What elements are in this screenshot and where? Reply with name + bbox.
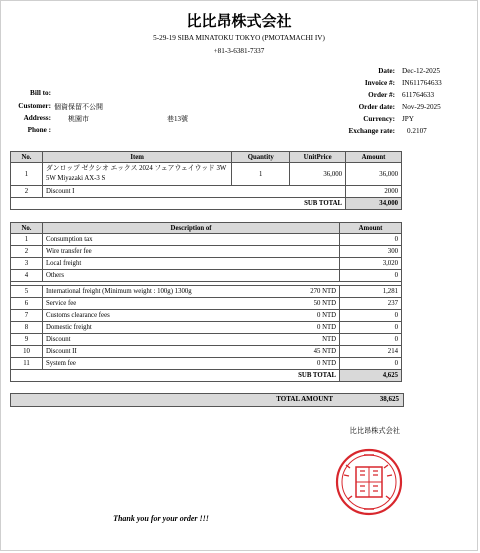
row-ntd <box>272 246 340 258</box>
table-row <box>11 246 402 258</box>
bill-to-label: Bill to: <box>30 89 51 97</box>
row-amount: 0 <box>340 334 402 346</box>
currency-value: JPY <box>402 115 414 123</box>
currency-label: Currency: <box>363 115 395 123</box>
row-ntd <box>272 234 340 246</box>
order-date-value: Nov-29-2025 <box>402 103 441 111</box>
row-no: 5 <box>11 286 43 298</box>
items-table <box>10 151 402 210</box>
row-no: 2 <box>11 246 43 258</box>
row-quantity: 1 <box>232 163 290 186</box>
row-ntd: 50 NTD <box>272 298 340 310</box>
row-no: 9 <box>11 334 43 346</box>
row-description: Discount <box>42 334 271 346</box>
col-header-amount: Amount <box>340 223 402 234</box>
company-name: 比比昂株式会社 <box>186 12 292 30</box>
address-city: 桃園市 <box>68 115 89 123</box>
items-subtotal-label: SUB TOTAL <box>11 198 346 210</box>
total-amount-label: TOTAL AMOUNT <box>276 395 333 403</box>
exchange-rate-value: 0.2107 <box>407 127 427 135</box>
fees-subtotal-label: SUB TOTAL <box>11 370 340 382</box>
customer-value: 個資保留不公開 <box>54 103 103 111</box>
company-phone: +81-3-6381-7337 <box>213 47 265 55</box>
items-subtotal-value: 34,000 <box>346 198 402 210</box>
invoice-number-value: IN611764633 <box>402 79 442 87</box>
row-no: 6 <box>11 298 43 310</box>
row-description: Customs clearance fees <box>42 310 271 322</box>
row-description: Wire transfer fee <box>42 246 271 258</box>
col-header-description: Description of <box>42 223 339 234</box>
row-description: System fee <box>42 358 271 370</box>
row-ntd: 0 NTD <box>272 322 340 334</box>
col-header-amount: Amount <box>346 152 402 163</box>
row-description: Service fee <box>42 298 271 310</box>
table-row <box>11 286 402 298</box>
row-amount: 237 <box>340 298 402 310</box>
order-number-label: Order #: <box>368 91 395 99</box>
col-header-quantity: Quantity <box>232 152 290 163</box>
table-row <box>11 298 402 310</box>
row-amount: 300 <box>340 246 402 258</box>
row-ntd: 270 NTD <box>272 286 340 298</box>
date-label: Date: <box>378 67 395 75</box>
row-description: International freight (Minimum weight : 100g) 1300g <box>42 286 271 298</box>
table-row <box>11 334 402 346</box>
row-amount: 0 <box>340 322 402 334</box>
row-no: 3 <box>11 258 43 270</box>
row-amount: 0 <box>340 234 402 246</box>
row-no: 7 <box>11 310 43 322</box>
row-ntd: 0 NTD <box>272 310 340 322</box>
table-row <box>11 258 402 270</box>
table-row <box>11 186 402 198</box>
row-no: 1 <box>11 234 43 246</box>
fees-subtotal-value: 4,625 <box>340 370 402 382</box>
date-value: Dec-12-2025 <box>402 67 440 75</box>
row-description: Domestic freight <box>42 322 271 334</box>
address-detail: 巷13號 <box>167 115 188 123</box>
row-amount: 0 <box>340 310 402 322</box>
col-header-item: Item <box>42 152 231 163</box>
signature-company-name: 比比昂株式会社 <box>349 427 400 435</box>
exchange-rate-label: Exchange rate: <box>348 127 395 135</box>
row-ntd: NTD <box>272 334 340 346</box>
table-row <box>11 310 402 322</box>
address-label: Address: <box>23 114 51 122</box>
row-item: ダンロップ ゼクシオ エックス 2024 フェアウェイウッド 3W 5W Miyazaki AX-3 S <box>42 163 231 186</box>
row-amount: 3,020 <box>340 258 402 270</box>
col-header-unitprice: UnitPrice <box>290 152 346 163</box>
company-address: 5-29-19 SIBA MINATOKU TOKYO (PMOTAMACHI IV) <box>153 34 325 42</box>
row-amount: 0 <box>340 270 402 282</box>
col-header-no: No. <box>11 152 43 163</box>
total-amount-bar <box>10 393 404 407</box>
table-row <box>11 163 402 186</box>
table-row <box>11 234 402 246</box>
row-no: 4 <box>11 270 43 282</box>
thank-you-note: Thank you for your order !!! <box>113 514 209 523</box>
customer-label: Customer: <box>18 102 51 110</box>
row-description: Local freight <box>42 258 271 270</box>
row-description: Discount II <box>42 346 271 358</box>
table-row <box>11 358 402 370</box>
order-number-value: 611764633 <box>402 91 435 99</box>
row-no: 10 <box>11 346 43 358</box>
company-seal-stamp <box>334 447 404 517</box>
row-no: 8 <box>11 322 43 334</box>
table-row <box>11 270 402 282</box>
col-header-no: No. <box>11 223 43 234</box>
row-no: 2 <box>11 186 43 198</box>
row-amount: 2000 <box>346 186 402 198</box>
row-ntd <box>272 258 340 270</box>
row-amount: 1,281 <box>340 286 402 298</box>
row-item: Discount I <box>42 186 345 198</box>
fees-table <box>10 222 402 382</box>
invoice-number-label: Invoice #: <box>364 79 395 87</box>
row-description: Others <box>42 270 271 282</box>
row-ntd: 0 NTD <box>272 358 340 370</box>
row-description: Consumption tax <box>42 234 271 246</box>
row-amount: 36,000 <box>346 163 402 186</box>
row-ntd <box>272 270 340 282</box>
row-no: 11 <box>11 358 43 370</box>
table-row <box>11 346 402 358</box>
total-amount-value: 38,625 <box>379 395 399 403</box>
phone-label: Phone : <box>27 126 51 134</box>
row-no: 1 <box>11 163 43 186</box>
row-ntd: 45 NTD <box>272 346 340 358</box>
row-unitprice: 36,000 <box>290 163 346 186</box>
row-amount: 0 <box>340 358 402 370</box>
order-date-label: Order date: <box>358 103 395 111</box>
table-row <box>11 322 402 334</box>
row-amount: 214 <box>340 346 402 358</box>
